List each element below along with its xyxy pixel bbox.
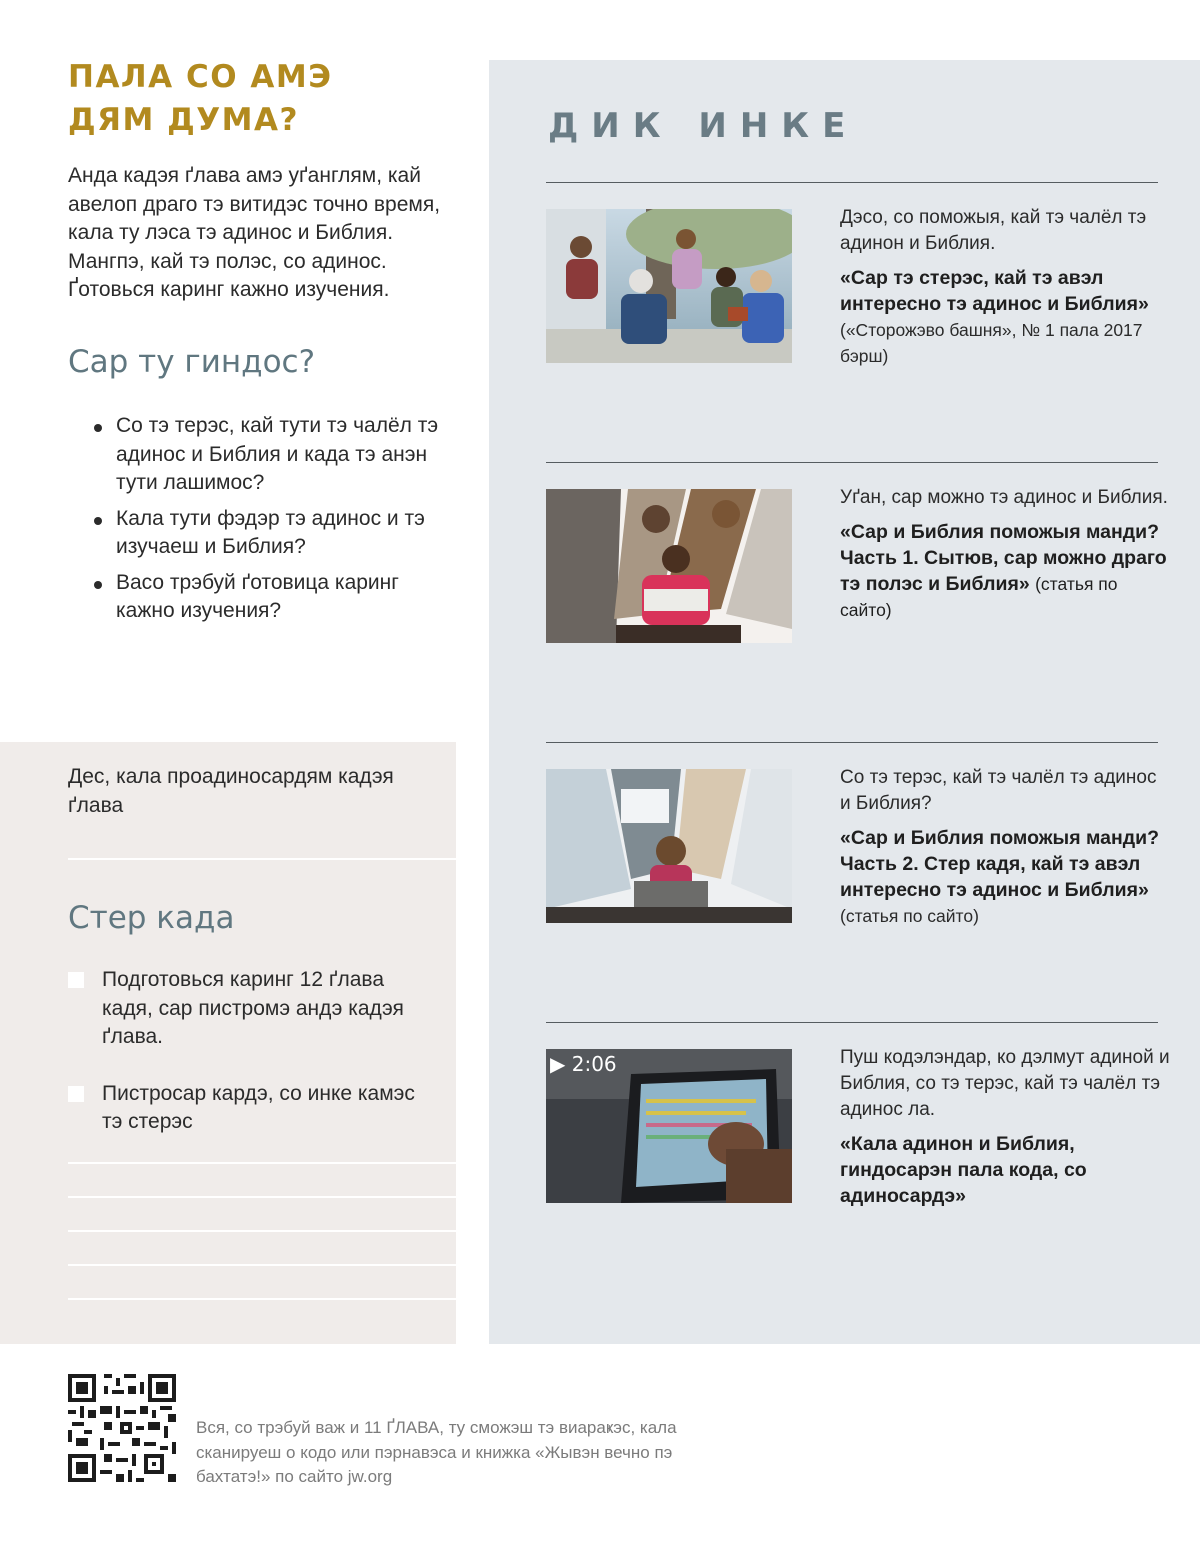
article-link[interactable]: «Сар и Библия поможыя манди? Часть 2. Стер кадя, кай тэ авэл интересно тэ адинос и Библия» <box>840 827 1160 901</box>
question-item <box>94 505 454 562</box>
article-thumbnail-image[interactable] <box>546 769 792 923</box>
resource-source: (статья по сайто) <box>840 906 979 926</box>
questions-heading: Сар ту гиндос? <box>68 344 316 380</box>
main-title-line-1: ПАЛА СО АМЭ <box>68 59 333 95</box>
divider <box>546 462 1158 463</box>
article-thumbnail-image[interactable] <box>546 489 792 643</box>
qr-code-icon[interactable] <box>68 1374 176 1482</box>
tasks-heading: Стер када <box>68 900 235 936</box>
notes-line[interactable] <box>68 1162 456 1164</box>
divider <box>546 1022 1158 1023</box>
intro-paragraph: Анда кадэя ґлава амэ уґанглям, кай авелоп драго тэ витидэс точно время, кала ту лэса тэ адинос и Библия. Мангпэ, кай тэ полэс, со адинос. Ґотовься каринг кажно изучения. <box>68 164 441 301</box>
resource-item-1 <box>840 205 1170 369</box>
main-title-line-2: ДЯМ ДУМА? <box>68 102 299 138</box>
resource-item-4 <box>840 1045 1170 1209</box>
notes-line[interactable] <box>68 1196 456 1198</box>
question-text: Кала тути фэдэр тэ адинос и тэ изучаеш и Библия? <box>116 506 425 558</box>
notes-label: Дес, кала проадиносардям кадэя ґлава <box>68 765 394 817</box>
resource-description: Дэсо, со поможыя, кай тэ чалёл тэ адинон и Библия. <box>840 207 1147 254</box>
questions-list <box>94 412 454 633</box>
notes-line[interactable] <box>68 1264 456 1266</box>
notes-line[interactable] <box>68 1230 456 1232</box>
resource-description: Пуш кодэлэндар, ко дэлмут адиной и Библия, со тэ терэс, кай тэ чалёл тэ адинос ла. <box>840 1047 1170 1120</box>
task-text: Подготовься каринг 12 ґлава кадя, сар пистромэ андэ кадэя ґлава. <box>102 968 404 1048</box>
bullet-icon <box>94 517 102 525</box>
checkbox[interactable] <box>68 1086 84 1102</box>
resource-item-2 <box>840 485 1170 623</box>
bullet-icon <box>94 424 102 432</box>
bullet-icon <box>94 581 102 589</box>
resource-description: Уґан, сар можно тэ адинос и Библия. <box>840 487 1168 508</box>
notes-line[interactable] <box>68 1298 456 1300</box>
question-item <box>94 569 454 626</box>
task-item <box>68 1080 438 1137</box>
footer-note: Вся, со трэбуй важ и 11 ҐЛАВА, ту сможэш тэ виараҝэс, кала сканируеш о кодо или пэрнавэса и книжка «Жывэн вечно пэ бахтатэ!» по сайто jw.org <box>196 1418 677 1486</box>
article-link[interactable] <box>840 519 1170 623</box>
article-thumbnail-image[interactable] <box>546 209 792 363</box>
notes-line[interactable] <box>68 858 456 860</box>
explore-more-heading: ДИК ИНКЕ <box>548 106 859 146</box>
resource-description: Со тэ терэс, кай тэ чалёл тэ адинос и Библия? <box>840 767 1157 814</box>
resource-note: (статья по сайто) <box>840 574 1118 620</box>
divider <box>546 182 1158 183</box>
video-duration-badge: ▶ 2:06 <box>550 1052 617 1076</box>
video-link[interactable]: «Кала адинон и Библия, гиндосарэн пала кода, со адиносардэ» <box>840 1133 1087 1207</box>
divider <box>546 742 1158 743</box>
checkbox[interactable] <box>68 972 84 988</box>
tasks-checklist <box>68 966 438 1137</box>
question-item <box>94 412 454 498</box>
task-text: Пистросар кардэ, со инке камэс тэ стерэс <box>102 1081 415 1133</box>
question-text: Васо трэбуй ґотовица каринг кажно изучения? <box>116 570 399 622</box>
main-title <box>68 56 468 142</box>
resource-source: («Сторожэво башня», № 1 пала 2017 бэрш) <box>840 320 1143 366</box>
article-link-title[interactable]: «Сар и Библия поможыя манди? Часть 1. Сытюв, сар можно драго тэ полэс и Библия» <box>840 521 1167 595</box>
question-text: Со тэ терэс, кай тути тэ чалёл тэ адинос и Библия и када тэ анэн тути лашимос? <box>116 414 439 494</box>
article-link[interactable]: «Сар тэ стерэс, кай тэ авэл интересно тэ адинос и Библия» <box>840 267 1149 315</box>
resource-item-3 <box>840 765 1170 929</box>
task-item <box>68 966 438 1052</box>
